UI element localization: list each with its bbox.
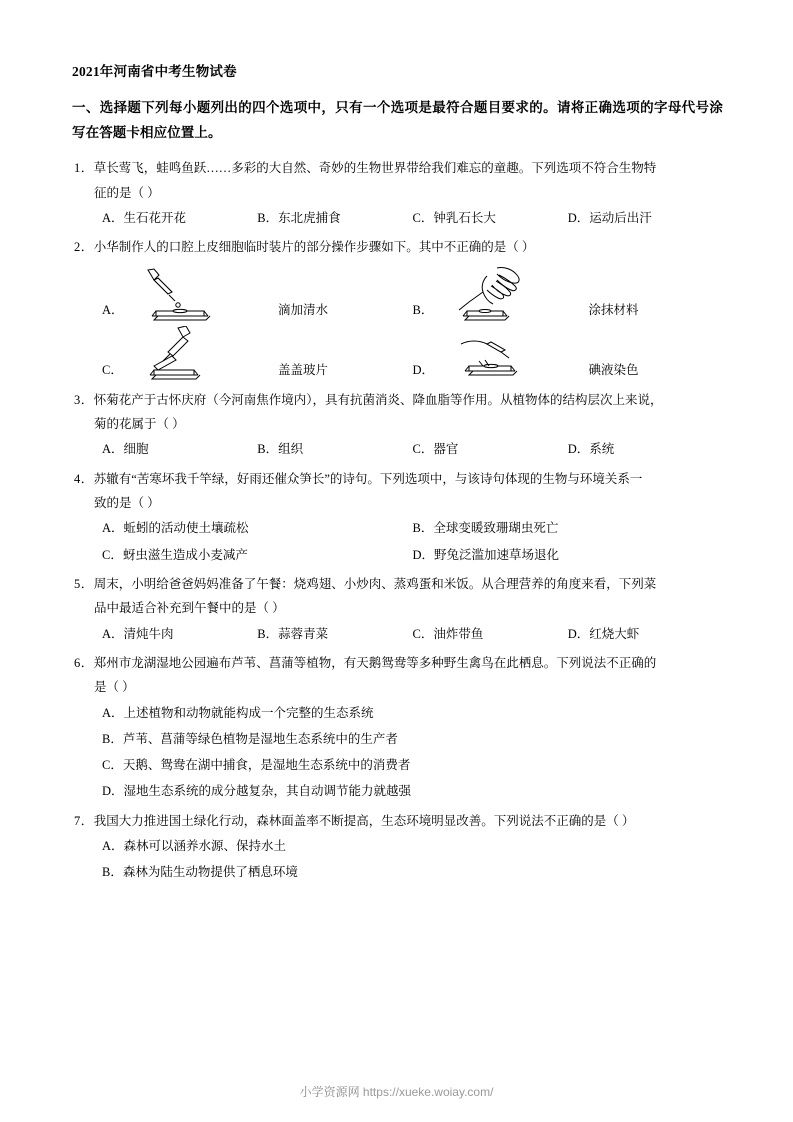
question-stem-line2: 是（ ） <box>94 680 135 695</box>
question-text: 苏辙有“苦寒坏我千竿绿，好雨还催众笋长”的诗句。下列选项中，与该诗句体现的生物与环境关系一 <box>93 471 643 486</box>
question-number: 6． <box>74 655 94 670</box>
question-stem <box>72 809 723 833</box>
question-number: 5． <box>74 576 94 591</box>
figure-label-b: B． <box>412 302 434 317</box>
option-d[interactable]: D．运动后出汗 <box>567 210 652 225</box>
option-a[interactable]: A．细胞 <box>102 442 149 457</box>
stain-icon <box>439 326 589 384</box>
option-b[interactable]: B．东北虎捕食 <box>257 210 341 225</box>
question-number: 1． <box>74 161 94 176</box>
figure-option-a[interactable] <box>102 266 413 324</box>
option-a[interactable]: A．蚯蚓的活动使土壤疏松 <box>102 521 249 536</box>
page-footer <box>0 1083 793 1100</box>
question-options <box>72 436 723 462</box>
option-c[interactable]: C．蚜虫滋生造成小麦减产 <box>102 547 248 562</box>
question-text: 草长莺飞，蛙鸣鱼跃……多彩的大自然、奇妙的生物世界带给我们难忘的童趣。下列选项不符合生物特 <box>93 161 657 176</box>
question-text: 小华制作人的口腔上皮细胞临时装片的部分操作步骤如下。其中不正确的是（ ） <box>93 240 535 255</box>
question-5 <box>72 572 723 647</box>
dropper-icon <box>128 266 278 324</box>
option-c[interactable]: C．器官 <box>412 442 459 457</box>
option-d[interactable]: D．野兔泛滥加速草场退化 <box>412 547 560 562</box>
figure-caption-b: 涂抹材料 <box>588 302 639 317</box>
question-number: 7． <box>74 813 94 828</box>
figure-label-a: A． <box>102 302 124 317</box>
question-6 <box>72 651 723 805</box>
question-options-row2 <box>72 542 723 568</box>
option-b[interactable]: B．芦苇、菖蒲等绿色植物是湿地生态系统中的生产者 <box>102 731 398 746</box>
question-number: 2． <box>74 240 94 255</box>
figure-label-c: C． <box>102 362 123 377</box>
question-stem-line2: 品中最适合补充到午餐中的是（ ） <box>94 601 285 616</box>
question-options <box>72 621 723 647</box>
option-d[interactable]: D．红烧大虾 <box>567 626 640 641</box>
question-options <box>72 205 723 231</box>
question-number: 4． <box>74 471 94 486</box>
option-b[interactable]: B．森林为陆生动物提供了栖息环境 <box>102 865 298 880</box>
option-a[interactable]: A．上述植物和动物就能构成一个完整的生态系统 <box>102 705 374 720</box>
option-a[interactable]: A．生石花开花 <box>102 210 187 225</box>
question-text: 我国大力推进国土绿化行动，森林面盖率不断提高，生态环境明显改善。下列说法不正确的是（ ） <box>93 813 635 828</box>
question-1 <box>72 156 723 231</box>
option-b[interactable]: B．组织 <box>257 442 304 457</box>
question-stem-line2: 致的是（ ） <box>94 495 160 510</box>
coverslip-icon <box>128 326 278 384</box>
question-stem <box>72 572 723 596</box>
footer-url[interactable]: https://xueke.woiay.com/ <box>362 1085 494 1099</box>
hand-swab-icon <box>439 266 589 324</box>
question-figures <box>72 266 723 384</box>
figure-caption-a: 滴加清水 <box>278 302 329 317</box>
option-b[interactable]: B．全球变暖致珊瑚虫死亡 <box>412 521 559 536</box>
question-stem <box>72 235 723 259</box>
figure-row-bottom <box>102 326 723 384</box>
question-text: 怀菊花产于古怀庆府（今河南焦作境内），具有抗菌消炎、降血脂等作用。从植物体的结构层次上来说， <box>93 392 663 407</box>
figure-option-d[interactable] <box>413 326 724 384</box>
question-stem <box>72 156 723 180</box>
question-stem <box>72 651 723 675</box>
option-b[interactable]: B．蒜蓉青菜 <box>257 626 329 641</box>
question-text: 周末，小明给爸爸妈妈准备了午餐：烧鸡翅、小炒肉、蒸鸡蛋和米饭。从合理营养的角度来看，下列菜 <box>93 576 657 591</box>
option-c[interactable]: C．天鹅、鸳鸯在湖中捕食，是湿地生态系统中的消费者 <box>102 758 411 773</box>
question-number: 3． <box>74 392 94 407</box>
question-2 <box>72 235 723 383</box>
option-d[interactable]: D．系统 <box>567 442 615 457</box>
option-c[interactable]: C．钟乳石长大 <box>412 210 496 225</box>
question-stem-line2: 菊的花属于（ ） <box>94 416 185 431</box>
option-d[interactable]: D．湿地生态系统的成分越复杂，其自动调节能力就越强 <box>102 784 412 799</box>
question-4 <box>72 467 723 568</box>
question-options-row1 <box>72 515 723 541</box>
figure-option-b[interactable] <box>413 266 724 324</box>
option-a[interactable]: A．森林可以涵养水源、保持水土 <box>102 838 287 853</box>
figure-label-d: D． <box>412 362 435 377</box>
question-text: 郑州市龙湖湿地公园遍布芦苇、菖蒲等植物，有天鹅鸳鸯等多种野生禽鸟在此栖息。下列说法不正确的 <box>93 655 657 670</box>
question-stem <box>72 467 723 491</box>
question-7 <box>72 809 723 886</box>
figure-row-top <box>102 266 723 324</box>
figure-option-c[interactable] <box>102 326 413 384</box>
figure-caption-c: 盖盖玻片 <box>278 362 329 377</box>
page-title: 2021年河南省中考生物试卷 <box>72 64 237 79</box>
figure-caption-d: 碘液染色 <box>588 362 639 377</box>
footer-brand: 小学资源网 <box>299 1085 360 1099</box>
option-c[interactable]: C．油炸带鱼 <box>412 626 484 641</box>
question-3 <box>72 388 723 463</box>
question-stem-line2: 征的是（ ） <box>94 185 160 200</box>
option-a[interactable]: A．清炖牛肉 <box>102 626 174 641</box>
question-stem <box>72 388 723 412</box>
section-heading: 一、选择题下列每小题列出的四个选项中，只有一个选项是最符合题目要求的。请将正确选项的字母代号涂写在答题卡相应位置上。 <box>72 100 723 141</box>
